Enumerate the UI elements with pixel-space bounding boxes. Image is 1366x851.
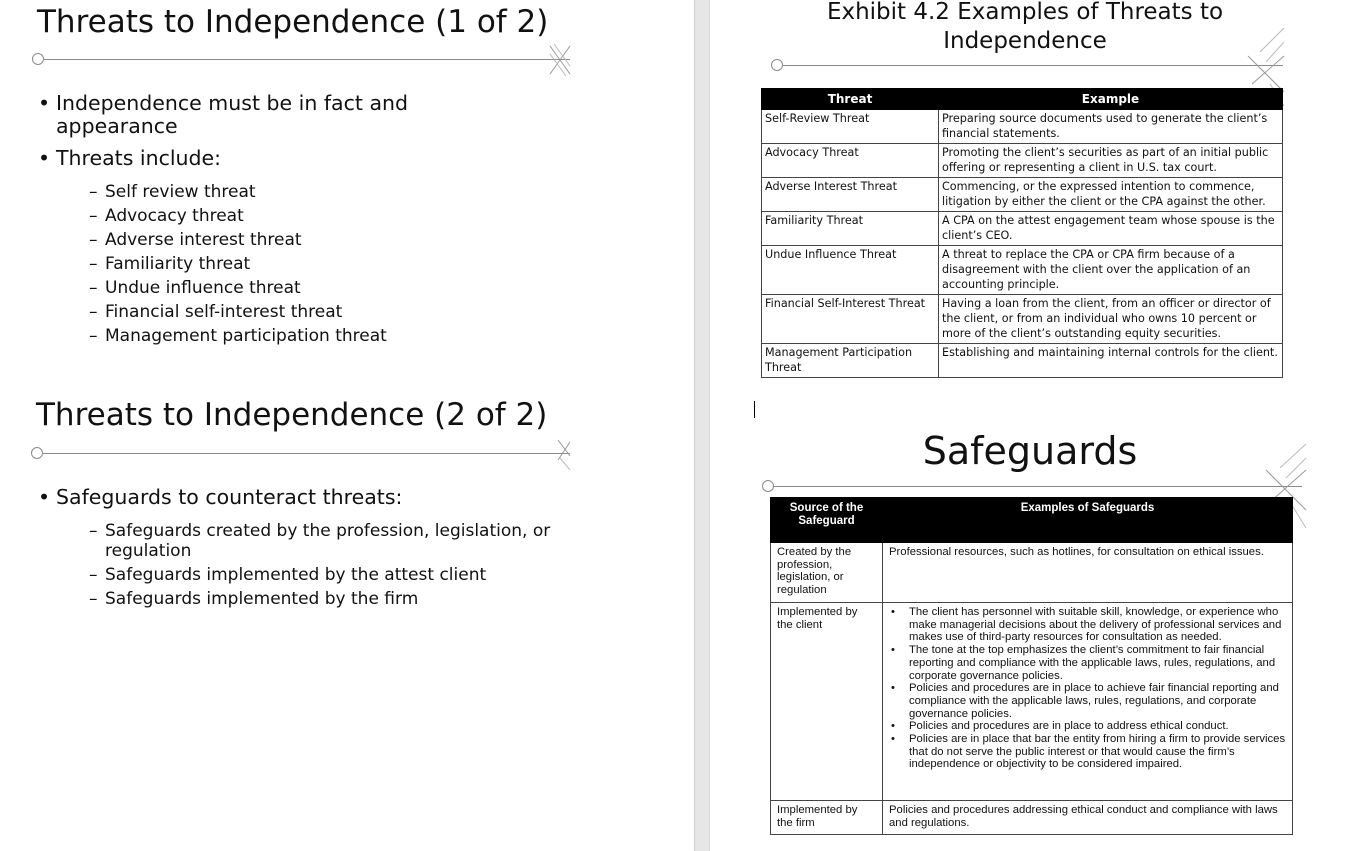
- safeguard-bullet-list: [889, 606, 1286, 771]
- example-cell: Promoting the client’s securities as part of an initial public offering or representing a client in U.S. tax court.: [939, 144, 1283, 178]
- table-row: [771, 543, 1293, 603]
- column-header: Example: [939, 89, 1283, 110]
- rule-circle-icon: [771, 59, 783, 71]
- exhibit-title-line: Exhibit 4.2 Examples of Threats to: [826, 0, 1224, 25]
- table-row: [762, 246, 1283, 295]
- example-cell: A threat to replace the CPA or CPA firm because of a disagreement with the client over the application of an accounting principle.: [939, 246, 1283, 295]
- sub-bullet-item: – Management participation threat: [89, 326, 468, 346]
- sub-bullet-item: – Safeguards implemented by the firm: [89, 589, 558, 609]
- safeguard-bullet: • The tone at the top emphasizes the client’s commitment to fair financial reporting and compliance with the applicable laws, rules, regulations, and corporate governance policies.: [889, 644, 1286, 682]
- threat-cell: Self-Review Threat: [762, 110, 939, 144]
- safeguard-bullet: • The client has personnel with suitable skill, knowledge, or experience who make managerial decisions about the delivery of professional services and makes use of third-party resources for consultation as needed.: [889, 606, 1286, 644]
- corner-ornament-icon: [548, 42, 572, 78]
- title-rule: [43, 453, 570, 454]
- safeguard-bullet: • Policies are in place that bar the entity from hiring a firm to provide services that do not serve the public interest or that would cause the firm’s independence or objectivity to be considered impaired.: [889, 733, 1286, 771]
- sub-bullet-item: – Safeguards created by the profession, legislation, or regulation: [89, 521, 558, 561]
- table-row: [762, 178, 1283, 212]
- bullet-text: Safeguards to counteract threats:: [56, 485, 403, 509]
- sub-bullet-item: – Financial self-interest threat: [89, 302, 468, 322]
- threat-cell: Familiarity Threat: [762, 212, 939, 246]
- examples-cell: [883, 603, 1293, 801]
- rule-circle-icon: [762, 480, 774, 492]
- column-header: Examples of Safeguards: [883, 498, 1293, 543]
- table-row: [762, 110, 1283, 144]
- title-rule: [774, 486, 1302, 487]
- table-row: [762, 295, 1283, 344]
- slide-title: Threats to Independence (1 of 2): [37, 4, 549, 40]
- pane-divider[interactable]: [694, 0, 710, 851]
- sub-bullet-item: – Adverse interest threat: [89, 230, 468, 250]
- example-cell: A CPA on the attest engagement team whose spouse is the client’s CEO.: [939, 212, 1283, 246]
- example-cell: Commencing, or the expressed intention to commence, litigation by either the client or the CPA against the other.: [939, 178, 1283, 212]
- examples-cell: Policies and procedures addressing ethical conduct and compliance with laws and regulations.: [883, 801, 1293, 835]
- table-row: [762, 344, 1283, 378]
- column-header: Source of the Safeguard: [771, 498, 883, 543]
- sub-bullet-item: – Self review threat: [89, 182, 468, 202]
- source-cell: Created by the profession, legislation, or regulation: [771, 543, 883, 603]
- bullet-text: Threats include:: [56, 146, 222, 170]
- table-row: [762, 212, 1283, 246]
- rule-circle-icon: [32, 53, 44, 65]
- threat-cell: Undue Influence Threat: [762, 246, 939, 295]
- title-rule: [783, 65, 1283, 66]
- sub-bullet-list: [56, 182, 468, 346]
- slide-title: Threats to Independence (2 of 2): [36, 397, 548, 433]
- safeguards-title: Safeguards: [922, 429, 1138, 473]
- sub-bullet-item: – Advocacy threat: [89, 206, 468, 226]
- table-header-row: [771, 498, 1293, 543]
- exhibit-title-line: Independence: [943, 28, 1107, 54]
- source-cell: Implemented by the client: [771, 603, 883, 801]
- sub-bullet-item: – Undue influence threat: [89, 278, 468, 298]
- table-header-row: [762, 89, 1283, 110]
- bullet-text: Independence must be in fact and appearance: [56, 91, 409, 138]
- sub-bullet-list: [56, 521, 558, 609]
- safeguard-bullet: • Policies and procedures are in place to achieve fair financial reporting and compliance with the applicable laws, rules, regulations, and corporate governance policies.: [889, 682, 1286, 720]
- sub-bullet-item: – Familiarity threat: [89, 254, 468, 274]
- bullet-item: [38, 486, 558, 609]
- threats-table: [761, 88, 1283, 378]
- column-header: Threat: [762, 89, 939, 110]
- bullet-list: [38, 486, 558, 618]
- exhibit-title: [760, 0, 1290, 56]
- bullet-item: [38, 147, 468, 346]
- table-row: [771, 801, 1293, 835]
- bullet-list: [38, 92, 468, 355]
- corner-ornament-icon: [556, 436, 572, 472]
- threat-cell: Financial Self-Interest Threat: [762, 295, 939, 344]
- example-cell: Having a loan from the client, from an officer or director of the client, or from an individual who owns 10 percent or more of the client’s outstanding equity securities.: [939, 295, 1283, 344]
- sub-bullet-item: – Safeguards implemented by the attest client: [89, 565, 558, 585]
- source-cell: Implemented by the firm: [771, 801, 883, 835]
- rule-circle-icon: [31, 447, 43, 459]
- threat-cell: Adverse Interest Threat: [762, 178, 939, 212]
- examples-cell: Professional resources, such as hotlines, for consultation on ethical issues.: [883, 543, 1293, 603]
- safeguard-bullet: • Policies and procedures are in place to address ethical conduct.: [889, 720, 1286, 733]
- threat-cell: Management Participation Threat: [762, 344, 939, 378]
- example-cell: Preparing source documents used to generate the client’s financial statements.: [939, 110, 1283, 144]
- bullet-item: [38, 92, 468, 138]
- example-cell: Establishing and maintaining internal controls for the client.: [939, 344, 1283, 378]
- text-cursor: [754, 401, 755, 418]
- table-row: [762, 144, 1283, 178]
- table-row: [771, 603, 1293, 801]
- title-rule: [44, 59, 570, 60]
- threat-cell: Advocacy Threat: [762, 144, 939, 178]
- safeguards-table: [770, 497, 1293, 835]
